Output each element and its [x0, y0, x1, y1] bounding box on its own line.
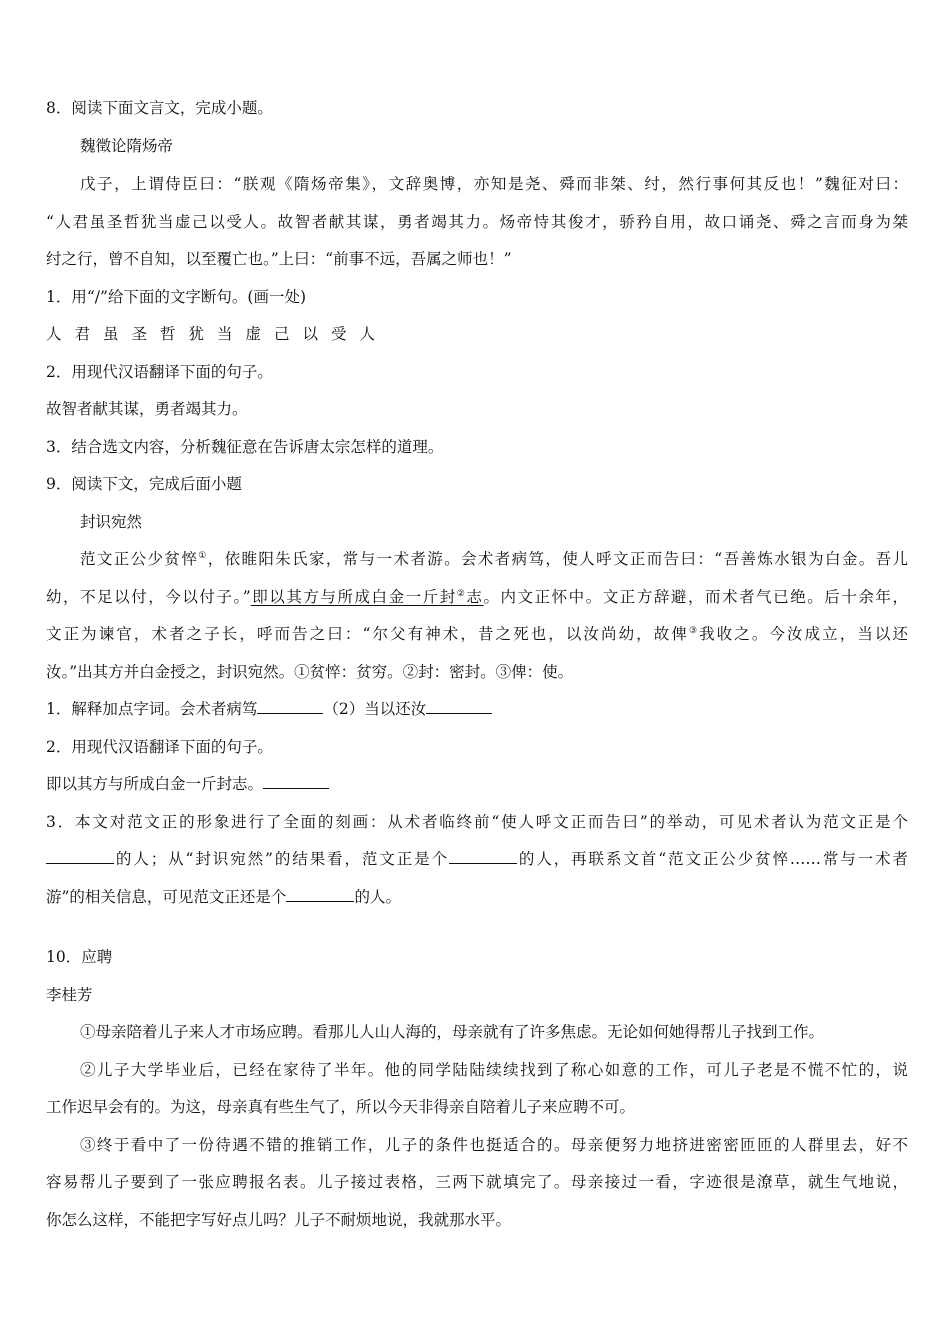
q8-passage-line-2: “人君虽圣哲犹当虚己以受人。故智者献其谋，勇者竭其力。炀帝恃其俊才，骄矜自用，故口诵尧、舜之言而身为桀 — [46, 213, 908, 231]
q9-line3-part-a: 文正为谏官，术者之子长，呼而告之曰：“尔父有神术，昔之死也，以汝尚幼，故俾 — [46, 625, 689, 643]
q10-para-2-line-1: ②儿子大学毕业后，已经在家待了半年。他的同学陆陆续续找到了称心如意的工作，可儿子老是不慌不忙的，说 — [80, 1061, 908, 1079]
answer-blank[interactable] — [286, 887, 354, 902]
answer-blank[interactable] — [449, 849, 517, 864]
q10-para-2-line-2: 工作迟早会有的。为这，母亲真有些生气了，所以今天非得亲自陪着儿子来应聘不可。 — [46, 1098, 636, 1116]
q10-para-3-line-2: 容易帮儿子要到了一张应聘报名表。儿子接过表格，三两下就填完了。母亲接过一看，字迹很是潦草，就生气地说， — [46, 1173, 908, 1191]
q9-sub2-prompt: 2．用现代汉语翻译下面的句子。 — [46, 738, 273, 756]
q8-passage-line-3: 纣之行，曾不自知，以至覆亡也。”上曰：“前事不远，吾属之师也！” — [46, 250, 512, 268]
q9-sub3-line2-part-a: 的人；从“封识宛然”的结果看，范文正是个 — [114, 850, 449, 868]
q8-sub2-prompt: 2．用现代汉语翻译下面的句子。 — [46, 363, 273, 381]
q9-passage-line-4: 汝。”出其方并白金授之，封识宛然。①贫悴：贫穷。②封：密封。③俾：使。 — [46, 663, 574, 681]
q9-underlined-part-1: 即以其方与所成白金一斤封 — [250, 588, 457, 606]
q9-footnote-mark-1: ① — [198, 550, 208, 561]
q9-passage-title: 封识宛然 — [80, 513, 143, 531]
q9-header: 9．阅读下文，完成后面小题 — [46, 475, 242, 493]
q8-passage-title: 魏徵论隋炀帝 — [80, 137, 174, 155]
answer-blank[interactable] — [46, 849, 114, 864]
answer-blank[interactable] — [426, 699, 492, 714]
q9-sub3-line-1: 3．本文对范文正的形象进行了全面的刻画：从术者临终前“使人呼文正而告曰”的举动，可见术者认为范文正是个 — [46, 813, 908, 831]
q10-header: 10．应聘 — [46, 948, 113, 966]
q9-sub1-part-a: 1．解释加点字词。会术者病笃 — [46, 700, 258, 718]
q9-underlined-part-2: 志 — [466, 588, 484, 606]
q8-sub3-prompt: 3．结合选文内容，分析魏征意在告诉唐太宗怎样的道理。 — [46, 438, 444, 456]
q8-header: 8．阅读下面文言文，完成小题。 — [46, 99, 273, 117]
q8-sub2-text: 故智者献其谋，勇者竭其力。 — [46, 400, 248, 418]
q9-line3-part-b: 我收之。今汝成立，当以还 — [699, 625, 908, 643]
q9-underlined-sentence — [251, 588, 484, 606]
q9-sub3-line2-part-b: 的人，再联系文首“范文正公少贫悴……常与一术者 — [517, 850, 908, 868]
q9-sub2-sentence: 即以其方与所成白金一斤封志。 — [46, 775, 264, 793]
q8-passage-line-1: 戊子，上谓侍臣曰：“朕观《隋炀帝集》，文辞奥博，亦知是尧、舜而非桀、纣，然行事何其反也！”魏征对曰： — [80, 175, 908, 193]
answer-blank[interactable] — [257, 699, 323, 714]
q9-sub2-text — [46, 772, 908, 796]
q9-passage-line-1 — [80, 547, 908, 571]
q9-line2-part-b: 。内文正怀中。文正方辞避，而术者气已绝。后十余年， — [483, 588, 908, 606]
q9-passage-line-3 — [46, 622, 908, 646]
answer-blank[interactable] — [263, 774, 329, 789]
q10-author: 李桂芳 — [46, 986, 93, 1004]
q9-line1-part-a: 范文正公少贫悴 — [80, 550, 199, 568]
q9-sub1-part-b: （2）当以还汝 — [323, 700, 427, 718]
q9-sub3-line-2 — [46, 847, 908, 871]
q10-para-1: ①母亲陪着儿子来人才市场应聘。看那儿人山人海的，母亲就有了许多焦虑。无论如何她得帮儿子找到工作。 — [80, 1023, 825, 1041]
q9-sub3-line-3 — [46, 885, 908, 909]
q9-footnote-mark-3: ③ — [688, 625, 700, 636]
q10-para-3-line-3: 你怎么这样，不能把字写好点儿吗？儿子不耐烦地说，我就那水平。 — [46, 1211, 512, 1229]
q10-para-3-line-1: ③终于看中了一份待遇不错的推销工作，儿子的条件也挺适合的。母亲便努力地挤进密密匝匝的人群里去，好不 — [80, 1136, 908, 1154]
q8-sub1-prompt: 1．用“/”给下面的文字断句。(画一处) — [46, 288, 307, 306]
q9-line1-part-b: ，依睢阳朱氏家，常与一术者游。会术者病笃，使人呼文正而告曰：“吾善炼水银为白金。吾儿 — [207, 550, 908, 568]
q9-line2-part-a: 幼，不足以付，今以付子。” — [46, 588, 251, 606]
q9-sub3-line3-part-a: 游”的相关信息，可见范文正还是个 — [46, 888, 287, 906]
q8-sub1-text: 人君虽圣哲犹当虚己以受人 — [46, 325, 389, 343]
q9-sub1-prompt — [46, 697, 908, 721]
q9-sub3-line3-part-b: 的人。 — [354, 888, 401, 906]
q9-passage-line-2 — [46, 585, 908, 609]
q9-footnote-mark-2: ② — [456, 588, 467, 599]
